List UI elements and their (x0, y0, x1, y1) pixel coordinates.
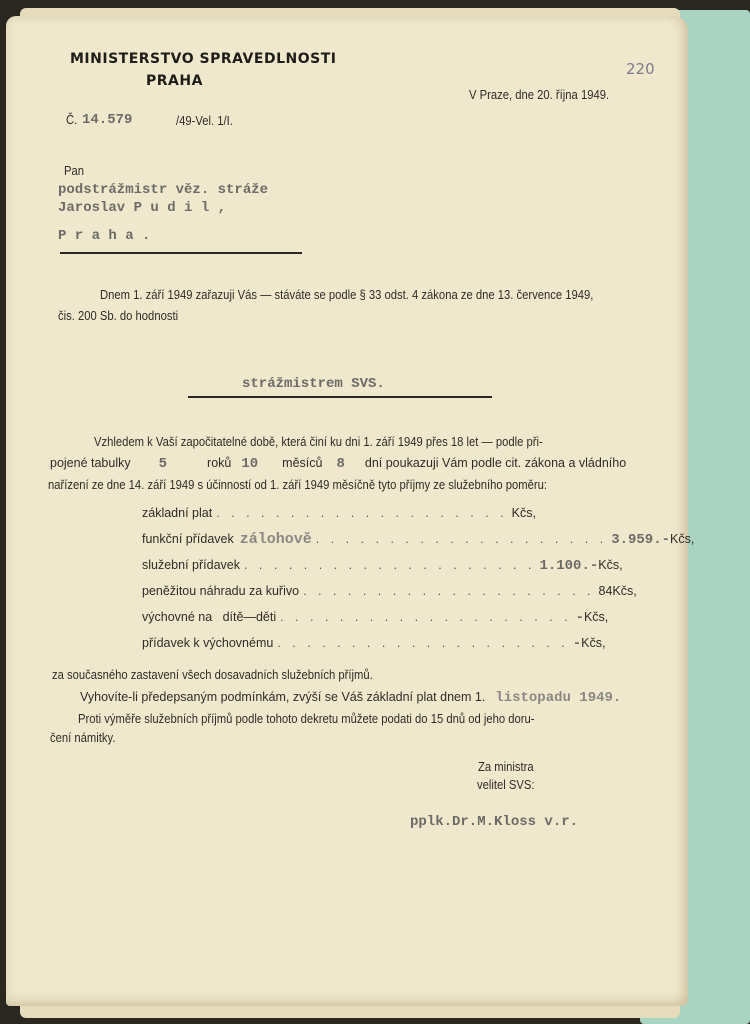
ministry-city: PRAHA (146, 73, 203, 89)
income-value: 84 (598, 584, 613, 598)
income-note: zálohově (239, 531, 312, 548)
days-value: 8 (336, 456, 345, 472)
leader-dots: . . . . . . . . . . . . . . . . . . . . (280, 610, 572, 624)
income-currency: Kčs, (612, 584, 637, 598)
income-currency: Kčs, (598, 558, 623, 572)
closing-line-2-row (80, 688, 621, 707)
income-label: výchovné na dítě—děti (142, 610, 277, 624)
income-row (142, 504, 536, 530)
paragraph-2-tabulky: pojené tabulky (50, 456, 131, 470)
income-row (142, 608, 609, 634)
closing-line-1: za současného zastavení všech dosavadních služebních příjmů. (52, 668, 373, 682)
income-label: služební přídavek (142, 558, 240, 572)
addressee-city: P r a h a . (58, 228, 151, 244)
leader-dots: . . . . . . . . . . . . . . . . . . . . (303, 584, 595, 598)
income-row (142, 634, 606, 660)
rank-underline (188, 396, 492, 398)
income-label: přídavek k výchovnému (142, 636, 274, 650)
paragraph-2-line-3: nařízení ze dne 14. září 1949 s účinností od 1. září 1949 měsíčně tyto příjmy ze služebního poměru: (48, 478, 548, 492)
closing-line-2: Vyhovíte-li předepsaným podmínkám, zvýší se Váš základní plat dnem 1. (80, 690, 486, 704)
months-value: 10 (241, 456, 259, 472)
ref-suffix: /49-Vel. 1/I. (176, 114, 233, 128)
salutation: Pan (64, 164, 85, 178)
years-label: roků (207, 456, 232, 470)
ref-prefix: Č. (66, 113, 78, 127)
paragraph-1-line-1: Dnem 1. září 1949 zařazuji Vás — stáváte se podle § 33 odst. 4 zákona ze dne 13. července 1949, (100, 288, 594, 302)
income-currency: Kčs, (511, 506, 536, 520)
income-value: - (575, 610, 584, 626)
signature-line-2: velitel SVS: (477, 778, 535, 792)
income-value: 3.959.- (611, 532, 670, 548)
income-value: 1.100.- (539, 558, 599, 574)
document-page (6, 16, 695, 1006)
months-label: měsíců (282, 456, 323, 470)
page-number: 220 (626, 60, 655, 78)
signature-line-1: Za ministra (478, 760, 534, 774)
income-currency: Kčs, (670, 532, 695, 546)
years-value: 5 (158, 456, 168, 472)
income-row (142, 556, 623, 582)
income-value: - (572, 636, 582, 652)
income-row (142, 582, 637, 608)
paragraph-2-line-2 (50, 454, 626, 473)
place-date: V Praze, dne 20. října 1949. (469, 88, 610, 102)
signer-name: pplk.Dr.M.Kloss v.r. (410, 814, 579, 830)
leader-dots: . . . . . . . . . . . . . . . . . . . . (315, 532, 608, 546)
income-currency: Kčs, (581, 636, 606, 650)
address-underline (60, 252, 302, 254)
new-rank: strážmistrem SVS. (242, 376, 385, 392)
ref-number: 14.579 (82, 112, 133, 128)
income-label: funkční přídavek (142, 532, 234, 546)
paragraph-2-line-2-end: dní poukazuji Vám podle cit. zákona a vládního (364, 456, 627, 470)
leader-dots: . . . . . . . . . . . . . . . . . . . . (243, 558, 536, 572)
addressee-name: Jaroslav P u d i l , (58, 200, 227, 216)
addressee-rank: podstrážmistr věz. stráže (58, 182, 269, 198)
income-label: základní plat (142, 506, 213, 520)
paragraph-1-line-2: čis. 200 Sb. do hodnosti (58, 309, 179, 323)
leader-dots: . . . . . . . . . . . . . . . . . . . . (216, 506, 508, 520)
leader-dots: . . . . . . . . . . . . . . . . . . . . (277, 636, 569, 650)
paragraph-2-line-1: Vzhledem k Vaší započitatelné době, která činí ku dni 1. září 1949 přes 18 let — podle při- (94, 435, 543, 449)
ministry-heading: MINISTERSTVO SPRAVEDLNOSTI (70, 51, 337, 67)
income-label: peněžitou náhradu za kuřivo (142, 584, 300, 598)
income-row (142, 530, 695, 556)
income-list (142, 504, 695, 660)
raise-date: listopadu 1949. (495, 690, 622, 706)
closing-line-3: Proti výměře služebních příjmů podle tohoto dekretu můžete podati do 15 dnů od jeho doru- (78, 712, 535, 726)
income-currency: Kčs, (583, 610, 609, 624)
closing-line-4: čení námitky. (50, 731, 116, 745)
